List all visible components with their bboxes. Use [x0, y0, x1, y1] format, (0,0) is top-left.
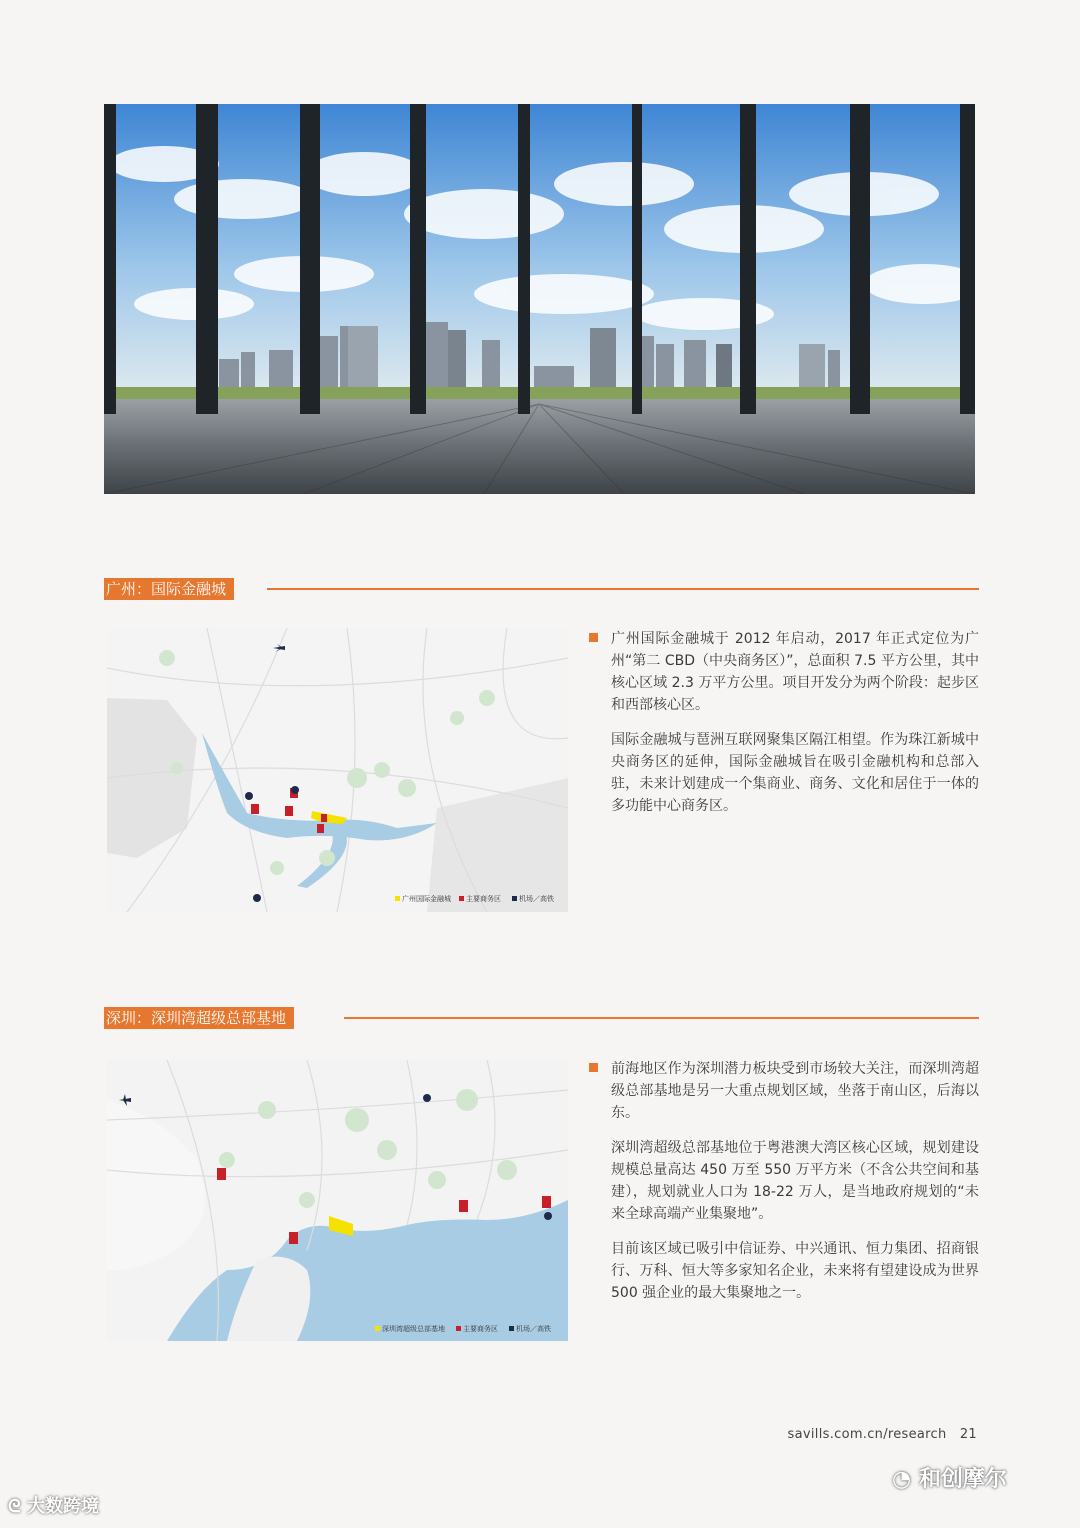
guangzhou-description — [611, 628, 979, 830]
paragraph: 国际金融城与琶洲互联网聚集区隔江相望。作为珠江新城中央商务区的延伸，国际金融城旨在吸引金融机构和总部入驻，未来计划建成一个集商业、商务、文化和居住于一体的多功能中心商务区。 — [611, 732, 979, 814]
watermark-text: 大数跨境 — [26, 1496, 99, 1517]
watermark-left — [8, 1492, 99, 1518]
section-rule — [344, 1017, 979, 1019]
section-tag: 深圳：深圳湾超级总部基地 — [104, 1007, 294, 1029]
section-header-guangzhou — [104, 578, 979, 600]
paragraph: 深圳湾超级总部基地位于粤港澳大湾区核心区域，规划建设规模总量高达 450 万至 550 万平方米（不含公共空间和基建），规划就业人口为 18-22 万人，是当地政府规划的“未来全球高端产业集聚地”。 — [611, 1140, 979, 1222]
guangzhou-map — [107, 628, 568, 912]
map-legend-label: 主要商务区 — [463, 1325, 498, 1333]
map-legend-label: 机场／高铁 — [519, 895, 554, 903]
paragraph: 广州国际金融城于 2012 年启动，2017 年正式定位为广州“第二 CBD（中央商务区）”，总面积 7.5 平方公里，其中核心区域 2.3 万平方公里。项目开发分为两个阶段：起步区和西部核心区。 — [611, 631, 979, 713]
section-header-shenzhen — [104, 1007, 979, 1029]
hero-skyline-photo — [104, 104, 975, 494]
map-legend-label: 广州国际金融城 — [402, 895, 451, 903]
wechat-icon: ◔ — [892, 1467, 912, 1492]
section-rule — [267, 588, 979, 590]
page-number: 21 — [959, 1427, 977, 1442]
shenzhen-map — [107, 1060, 568, 1341]
paragraph: 前海地区作为深圳潜力板块受到市场较大关注，而深圳湾超级总部基地是另一大重点规划区域，坐落于南山区，后海以东。 — [611, 1061, 979, 1121]
bullet-marker — [589, 633, 598, 642]
watermark-logo-icon: ᘓ — [8, 1496, 21, 1517]
watermark-text: 和创摩尔 — [918, 1467, 1007, 1492]
bullet-marker — [589, 1063, 598, 1072]
section-tag: 广州：国际金融城 — [104, 578, 234, 600]
footer-url[interactable]: savills.com.cn/research — [787, 1427, 947, 1442]
footer — [788, 1427, 977, 1442]
map-legend-label: 主要商务区 — [466, 895, 501, 903]
map-legend-label: 深圳湾超级总部基地 — [382, 1325, 445, 1333]
paragraph: 目前该区域已吸引中信证券、中兴通讯、恒力集团、招商银行、万科、恒大等多家知名企业，未来将有望建设成为世界 500 强企业的最大集聚地之一。 — [611, 1241, 979, 1301]
map-legend-label: 机场／高铁 — [516, 1325, 551, 1333]
shenzhen-description — [611, 1058, 979, 1317]
watermark-right — [892, 1462, 1007, 1493]
